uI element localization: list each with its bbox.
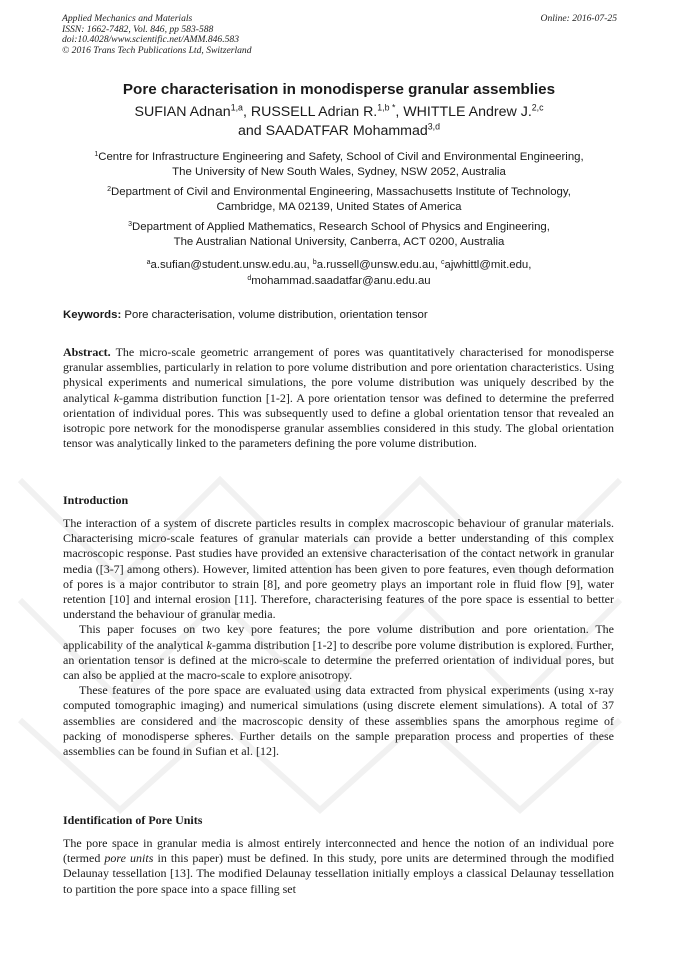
author-emails: $^a$a.sufian@student.unsw.edu.au, $^b$a.russell@unsw.edu.au, $^c$ajwhittl@mit.edu, $^d$mohammad.saadatfar@anu.edu.au [146, 258, 532, 287]
journal-name: Applied Mechanics and Materials [62, 13, 193, 24]
online-date: Online: 2016-07-25 [540, 13, 617, 24]
keywords-label: Keywords: [63, 309, 122, 321]
affiliation-3: $^3$Department of Applied Mathematics, Research School of Physics and Engineering, The Australian National University, Canberra, ACT 0200, Australia [128, 220, 550, 249]
affiliation-1: $^1$Centre for Infrastructure Engineering and Safety, School of Civil and Environmental Engineering, The University of New South Wales, Sydney, NSW 2052, Australia [94, 150, 584, 179]
paragraph: These features of the pore space are evaluated using data extracted from physical experiments (using x-ray computed tomographic imaging) and numerical simulations (using discrete element simulations). A total of 37 assemblies are considered and the macroscopic density of these assemblies spans the amorphous regime of packing of monodisperse spheres. Further details on the sample preparation process and properties of these assemblies can be found in Sufian et al. [12]. [63, 683, 614, 759]
section-heading-introduction: Introduction [63, 493, 129, 507]
copyright: © 2016 Trans Tech Publications Ltd, Switzerland [62, 44, 252, 56]
email-link[interactable]: a.russell@unsw.edu.au, [316, 259, 438, 271]
doi: doi:10.4028/www.scientific.net/AMM.846.583 [62, 34, 240, 46]
keywords-text: Pore characterisation, volume distribution, orientation tensor [121, 309, 428, 321]
email-link[interactable]: ajwhittl@mit.edu, [444, 259, 532, 271]
author-name: , RUSSELL Adrian R. [242, 104, 378, 120]
paragraph: This paper focuses on two key pore features; the pore volume distribution and pore orientation. The applicability of the analytical k-gamma distribution [1-2] to describe pore volume distribution is explored. Further, an orientation tensor is defined at the micro-scale to determine the preferred orientation of individual pores, but can also be applied at the macro-scale to explore anisotropy. [63, 622, 615, 683]
abstract: Abstract. The micro-scale geometric arrangement of pores was quantitatively characterised for monodisperse granular assemblies, particularly in relation to pore volume distribution and pore orientation characteristics. Using physical experiments and numerical simulations, the pore volume distribution was uniquely described by the analytical k-gamma distribution function [1-2]. A pore orientation tensor was defined to determine the preferred orientation of individual pores. This was subsequently used to define a global orientation tensor that revealed an isotropic pore network for the monodisperse granular assemblies considered in this study. The global orientation tensor was analytically linked to the parameters defining the pore volume distribution. [63, 345, 614, 451]
email-link[interactable]: a.sufian@student.unsw.edu.au, [150, 259, 310, 271]
abstract-label: Abstract. [63, 345, 111, 359]
email-link[interactable]: mohammad.saadatfar@anu.edu.au [251, 274, 431, 287]
journal-header [62, 14, 617, 56]
section-heading-pore-units: Identification of Pore Units [63, 813, 203, 827]
author-list: SUFIAN Adnan$^{1,a}$, RUSSELL Adrian R.$^{1,b *}$, WHITTLE Andrew J.$^{2,c}$ and SAADATFAR Mohammad$^{3,d}$ [134, 102, 544, 139]
affiliation-2: $^2$Department of Civil and Environmental Engineering, Massachusetts Institute of Technology, Cambridge, MA 02139, United States of America [107, 185, 571, 214]
author-name: SUFIAN Adnan [134, 104, 231, 120]
paragraph: The interaction of a system of discrete particles results in complex macroscopic behaviour of granular materials. Characterising micro-scale features of granular materials can provide a better understanding of this complex macroscopic response. Past studies have provided an extensive characterisation of the contact network in granular media ([3-7] among others). However, limited attention has been given to pore features, even though deformation of pores is a major contributor to strain [8], and pore geometry plays an important role in fluid flow [9], water retention [10] and internal erosion [11]. Therefore, characterising features of the pore space is essential to better understand the behaviour of granular media. [63, 516, 614, 622]
introduction-text [63, 516, 614, 759]
paper-title: Pore characterisation in monodisperse granular assemblies [122, 81, 556, 98]
keywords [63, 309, 428, 321]
author-name: , WHITTLE Andrew J. [395, 104, 532, 120]
pore-units-text: The pore space in granular media is almost entirely interconnected and hence the notion of an individual pore (termed pore units in this paper) must be defined. In this study, pore units are determined through the modified Delaunay tessellation [13]. The modified Delaunay tessellation initially employs a classical Delaunay tessellation to partition the pore space into a space filling set [63, 836, 614, 896]
issn: ISSN: 1662-7482, Vol. 846, pp 583-588 [62, 23, 214, 35]
author-name: and SAADATFAR Mohammad [238, 123, 428, 139]
